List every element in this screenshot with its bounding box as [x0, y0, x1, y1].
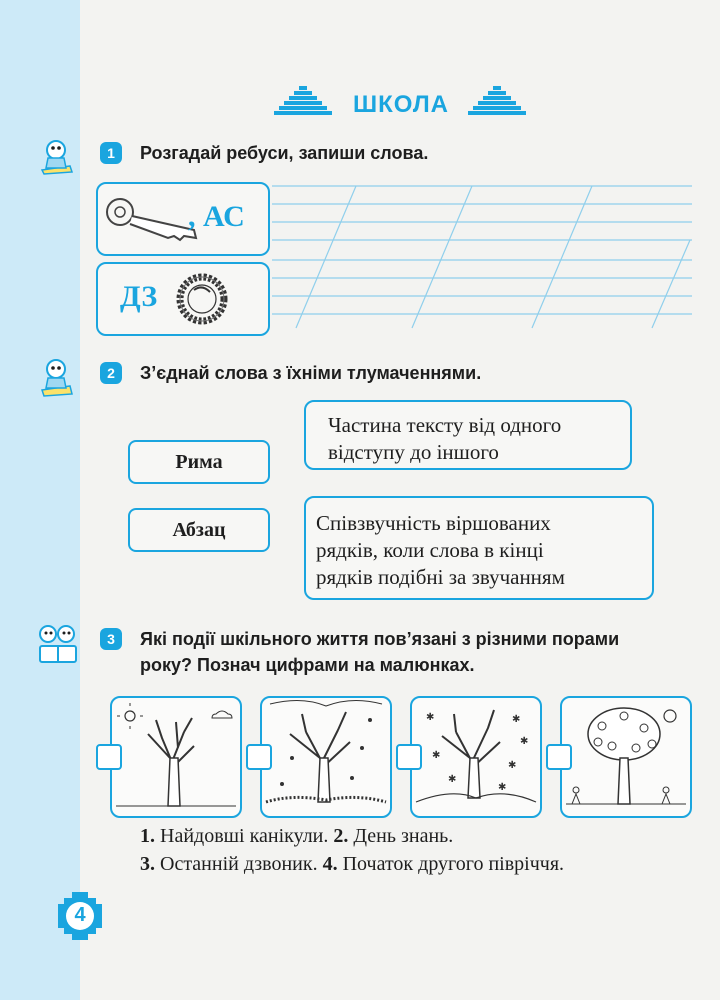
answer-4-number: 4.: [322, 853, 338, 875]
definition-2-line-2: рядків, коли слова в кінці: [316, 538, 544, 562]
task-number-3: 3: [100, 628, 122, 650]
task1-instruction: Розгадай ребуси, запиши слова.: [140, 143, 429, 163]
spring-tree-icon: [112, 698, 240, 816]
task3-instruction-line-2: року? Познач цифрами на малюнках.: [140, 655, 475, 675]
picture-autumn: [260, 696, 392, 818]
answer-3-number: 3.: [140, 853, 155, 875]
svg-text:✱: ✱: [426, 712, 435, 723]
answer-box-4[interactable]: [546, 744, 572, 770]
answer-line-2: [140, 850, 564, 878]
word-card-1[interactable]: Рима: [128, 440, 270, 484]
svg-text:✱: ✱: [520, 736, 529, 747]
answer-box-1[interactable]: [96, 744, 122, 770]
winter-tree-icon: [412, 698, 540, 816]
summer-tree-icon: [562, 698, 690, 816]
answer-1-number: 1.: [140, 825, 155, 847]
mascot-reading-icon: [36, 356, 76, 398]
definition-1-line-2: відступу до іншого: [328, 440, 499, 464]
definition-card-1[interactable]: [304, 400, 632, 470]
mascots-reading-icon: [36, 622, 80, 666]
definition-2-line-3: рядків подібні за звучанням: [316, 565, 565, 589]
svg-text:✱: ✱: [498, 782, 507, 793]
definition-card-2[interactable]: [304, 496, 654, 600]
mascot-writing-icon: [36, 136, 76, 176]
rebus1-text: , АС: [188, 200, 245, 233]
svg-text:✱: ✱: [448, 774, 457, 785]
answer-2-text: День знань.: [348, 825, 454, 847]
picture-summer: [560, 696, 692, 818]
task-number-2: 2: [100, 362, 122, 384]
answer-line-1: [140, 822, 453, 850]
definition-1-line-1: Частина тексту від одного: [328, 413, 562, 437]
answer-4-text: Початок другого півріччя.: [337, 853, 565, 875]
svg-text:✱: ✱: [432, 750, 441, 761]
rebus-card-1: [96, 182, 270, 256]
answer-box-3[interactable]: [396, 744, 422, 770]
autumn-tree-icon: [262, 698, 390, 816]
task3-instruction-line-1: Які події шкільного життя пов’язані з різними порами: [140, 629, 620, 649]
right-ornament-icon: [464, 84, 530, 124]
word-card-2[interactable]: Абзац: [128, 508, 270, 552]
section-header: [270, 84, 530, 124]
svg-text:✱: ✱: [508, 760, 517, 771]
wreath-icon: [172, 270, 232, 328]
writing-lines: [272, 180, 692, 330]
page-number: 4: [74, 904, 86, 926]
rebus-card-2: [96, 262, 270, 336]
task2-instruction: З’єднай слова з їхніми тлумаченнями.: [140, 363, 482, 383]
picture-winter: [410, 696, 542, 818]
answer-3-text: Останній дзвоник.: [155, 853, 323, 875]
answer-2-number: 2.: [333, 825, 349, 847]
page-number-badge: [56, 892, 104, 940]
rebus2-text: ДЗ: [120, 280, 158, 313]
left-ornament-icon: [270, 84, 336, 124]
answer-box-2[interactable]: [246, 744, 272, 770]
section-title: ШКОЛА: [352, 91, 449, 118]
definition-2-line-1: Співзвучність віршованих: [316, 511, 551, 535]
svg-text:✱: ✱: [512, 714, 521, 725]
picture-spring: [110, 696, 242, 818]
answer-1-text: Найдовші канікули.: [155, 825, 334, 847]
task-number-1: 1: [100, 142, 122, 164]
